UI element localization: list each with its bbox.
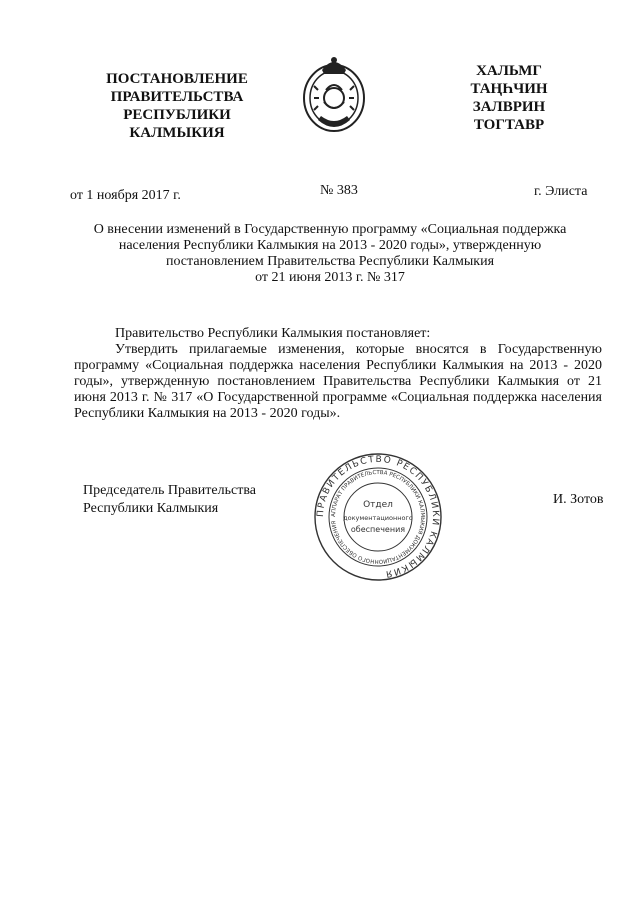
- document-number: № 383: [320, 183, 358, 198]
- stamp-center-line: Отдел: [363, 500, 393, 510]
- title-line: населения Республики Калмыкия на 2013 - 2020 годы», утвержденную: [118, 238, 542, 253]
- signatory-role: [83, 482, 256, 518]
- issuer-line: ЗАЛВРИН: [472, 99, 546, 115]
- document-body: [74, 326, 602, 422]
- stamp-center-line: обеспечения: [350, 525, 406, 534]
- signatory-role-line: Республики Калмыкия: [83, 501, 219, 516]
- title-line: от 21 июня 2013 г. № 317: [255, 270, 405, 285]
- issuer-line: КАЛМЫКИЯ: [129, 125, 225, 141]
- issuer-line: ХАЛЬМГ: [476, 63, 542, 79]
- signatory-role-line: Председатель Правительства: [83, 483, 256, 498]
- stamp-inner-text: АППАРАТ ПРАВИТЕЛЬСТВА РЕСПУБЛИКИ КАЛМЫКИЯ ДОКУМЕНТАЦИОННОГО ОБЕСПЕЧЕНИЯ: [330, 469, 426, 565]
- stamp-outer-text: ПРАВИТЕЛЬСТВО РЕСПУБЛИКИ КАЛМЫКИЯ: [315, 454, 441, 579]
- issuer-line: ПОСТАНОВЛЕНИЕ: [106, 71, 248, 87]
- title-line: О внесении изменений в Государственную программу «Социальная поддержка: [93, 222, 567, 237]
- document-city: г. Элиста: [534, 184, 588, 199]
- stamp-center-line: документационного: [343, 514, 413, 522]
- document-title: [80, 222, 580, 286]
- issuer-line: РЕСПУБЛИКИ: [123, 107, 231, 123]
- body-intro: Правительство Республики Калмыкия постановляет:: [115, 326, 431, 341]
- signatory-name: И. Зотов: [553, 492, 604, 507]
- issuer-title-kalmyk: [444, 62, 574, 134]
- issuer-title-russian: [92, 70, 262, 142]
- issuer-line: ТАҢҺЧИН: [470, 81, 548, 97]
- title-line: постановлением Правительства Республики Калмыкия: [165, 254, 495, 269]
- issuer-line: ТОГТАВР: [473, 117, 545, 133]
- official-stamp: [313, 452, 443, 582]
- body-resolution: Утвердить прилагаемые изменения, которые вносятся в Государственную программу «Социальная поддержка населения Республики Калмыкия на 2013 - 2020 годы», утвержденную постановлением Правительства Республики Калмыкия от 21 июня 2013 г. № 317 «О Государственной программе «Социальная поддержка населения Республики Калмыкия на 2013 - 2020 годы».: [74, 342, 602, 421]
- issuer-line: ПРАВИТЕЛЬСТВА: [110, 89, 244, 105]
- document-date: от 1 ноября 2017 г.: [70, 188, 181, 203]
- kalmykia-coat-of-arms-icon: [300, 50, 368, 138]
